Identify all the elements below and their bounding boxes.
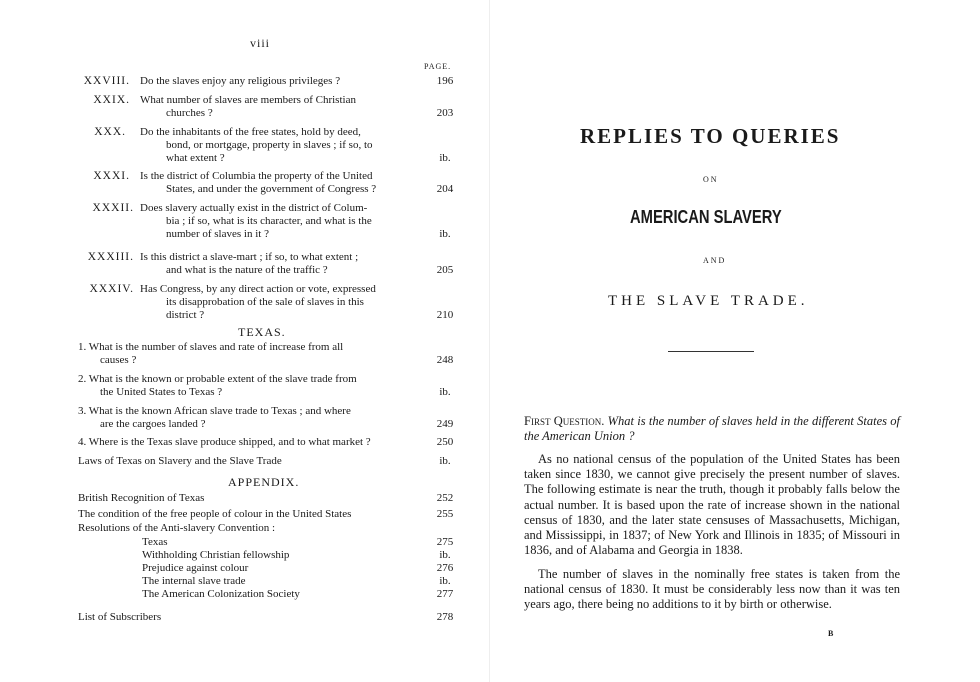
divider-rule (668, 351, 754, 352)
entry-line: number of slaves in it ? (166, 228, 269, 240)
texas-line: 2. What is the known or probable extent of the slave trade from (78, 373, 357, 385)
texas-page-ref: 248 (436, 354, 454, 366)
entry-line: and what is the nature of the traffic ? (166, 264, 328, 276)
texas-line: the United States to Texas ? (100, 386, 223, 398)
entry-number: XXXII. (92, 202, 134, 214)
appendix-page-ref: ib. (439, 549, 451, 561)
entry-line: Has Congress, by any direct action or vote, expressed (140, 283, 376, 295)
texas-line: 4. Where is the Texas slave produce shipped, and to what market ? (78, 436, 371, 448)
appendix-page-ref: 275 (436, 536, 454, 548)
entry-page-ref: 205 (436, 264, 454, 276)
signature-mark: B (828, 629, 834, 638)
appendix-item: Resolutions of the Anti-slavery Convention : (78, 522, 276, 534)
entry-line: what extent ? (166, 152, 225, 164)
first-question (524, 414, 900, 444)
entry-number: XXVIII. (83, 75, 130, 87)
entry-page-ref: ib. (439, 152, 451, 164)
section-heading-appendix: APPENDIX. (228, 475, 300, 489)
page-column-header: PAGE. (424, 62, 452, 71)
title-replies-to-queries: REPLIES TO QUERIES (580, 124, 841, 148)
entry-line: churches ? (166, 107, 213, 119)
appendix-page-ref: 252 (436, 492, 454, 504)
texas-page-ref: 249 (436, 418, 454, 430)
texas-page-ref: 250 (436, 436, 454, 448)
entry-number: XXXIII. (87, 251, 134, 263)
paragraph-1: As no national census of the population of the United States has been taken since 1830, we cannot give precisely the present number of slaves. The following estimate is near the truth, though it probably falls below the actual number. It is based upon the rate of increase shown in the national census of 1830, and the later state censuses of Massachusetts, Michigan, and Mississippi, in 1837; of New York and Illinois in 1835; of Missouri in 1836, and of Alabama and Georgia in 1838. (524, 452, 900, 558)
appendix-subitem: Prejudice against colour (142, 562, 249, 574)
entry-number: XXXIV. (89, 283, 134, 295)
appendix-page-ref: 277 (436, 588, 454, 600)
appendix-page-ref: 255 (436, 508, 454, 520)
entry-line: States, and under the government of Congress ? (166, 183, 377, 195)
entry-page-ref: ib. (439, 228, 451, 240)
paragraph-2: The number of slaves in the nominally free states is taken from the national census of 1830. It must be considerably less now than it was ten years ago, there being no additions to it by birth or otherwise. (524, 567, 900, 612)
entry-line: Is this district a slave-mart ; if so, to what extent ; (140, 251, 359, 263)
entry-line: Does slavery actually exist in the district of Colum- (140, 202, 368, 214)
texas-line: are the cargoes landed ? (100, 418, 206, 430)
entry-page-ref: 196 (436, 75, 454, 87)
appendix-subitem: Texas (142, 536, 168, 548)
entry-line: bond, or mortgage, property in slaves ; if so, to (166, 139, 373, 151)
title-american-slavery: AMERICAN SLAVERY (630, 207, 782, 227)
title-slave-trade: THE SLAVE TRADE. (608, 293, 809, 309)
section-heading-texas: TEXAS. (238, 325, 286, 339)
appendix-subitem: Withholding Christian fellowship (142, 549, 290, 561)
entry-number: XXX. (94, 126, 126, 138)
title-and: AND (703, 256, 727, 265)
texas-page-ref: ib. (439, 386, 451, 398)
entry-page-ref: 210 (436, 309, 454, 321)
entry-line: its disapprobation of the sale of slaves in this (166, 296, 364, 308)
appendix-page-ref: ib. (439, 575, 451, 587)
appendix-item: The condition of the free people of colour in the United States (78, 508, 352, 520)
entry-line: Is the district of Columbia the property of the United (140, 170, 373, 182)
texas-line: causes ? (100, 354, 137, 366)
question-text: What is the number of slaves held in the different States of the American Union ? (524, 414, 900, 444)
appendix-page-ref: 276 (436, 562, 454, 574)
appendix-item: List of Subscribers (78, 611, 162, 623)
entry-line: district ? (166, 309, 205, 321)
appendix-item: British Recognition of Texas (78, 492, 205, 504)
texas-line: 1. What is the number of slaves and rate of increase from all (78, 341, 344, 353)
entry-page-ref: 204 (436, 183, 454, 195)
entry-line: bia ; if so, what is its character, and what is the (166, 215, 372, 227)
title-on: ON (703, 175, 719, 184)
appendix-page-ref: 278 (436, 611, 454, 623)
entry-number: XXXI. (93, 170, 130, 182)
entry-number: XXIX. (93, 94, 130, 106)
texas-line: 3. What is the known African slave trade to Texas ; and where (78, 405, 351, 417)
appendix-subitem: The internal slave trade (142, 575, 246, 587)
texas-page-ref: ib. (439, 455, 451, 467)
texas-line: Laws of Texas on Slavery and the Slave Trade (78, 455, 282, 467)
appendix-subitem: The American Colonization Society (142, 588, 300, 600)
page-number: viii (250, 36, 271, 50)
entry-line: Do the slaves enjoy any religious privileges ? (140, 75, 341, 87)
entry-line: What number of slaves are members of Christian (140, 94, 356, 106)
entry-page-ref: 203 (436, 107, 454, 119)
question-label: First Question. (524, 414, 605, 428)
entry-line: Do the inhabitants of the free states, hold by deed, (140, 126, 361, 138)
